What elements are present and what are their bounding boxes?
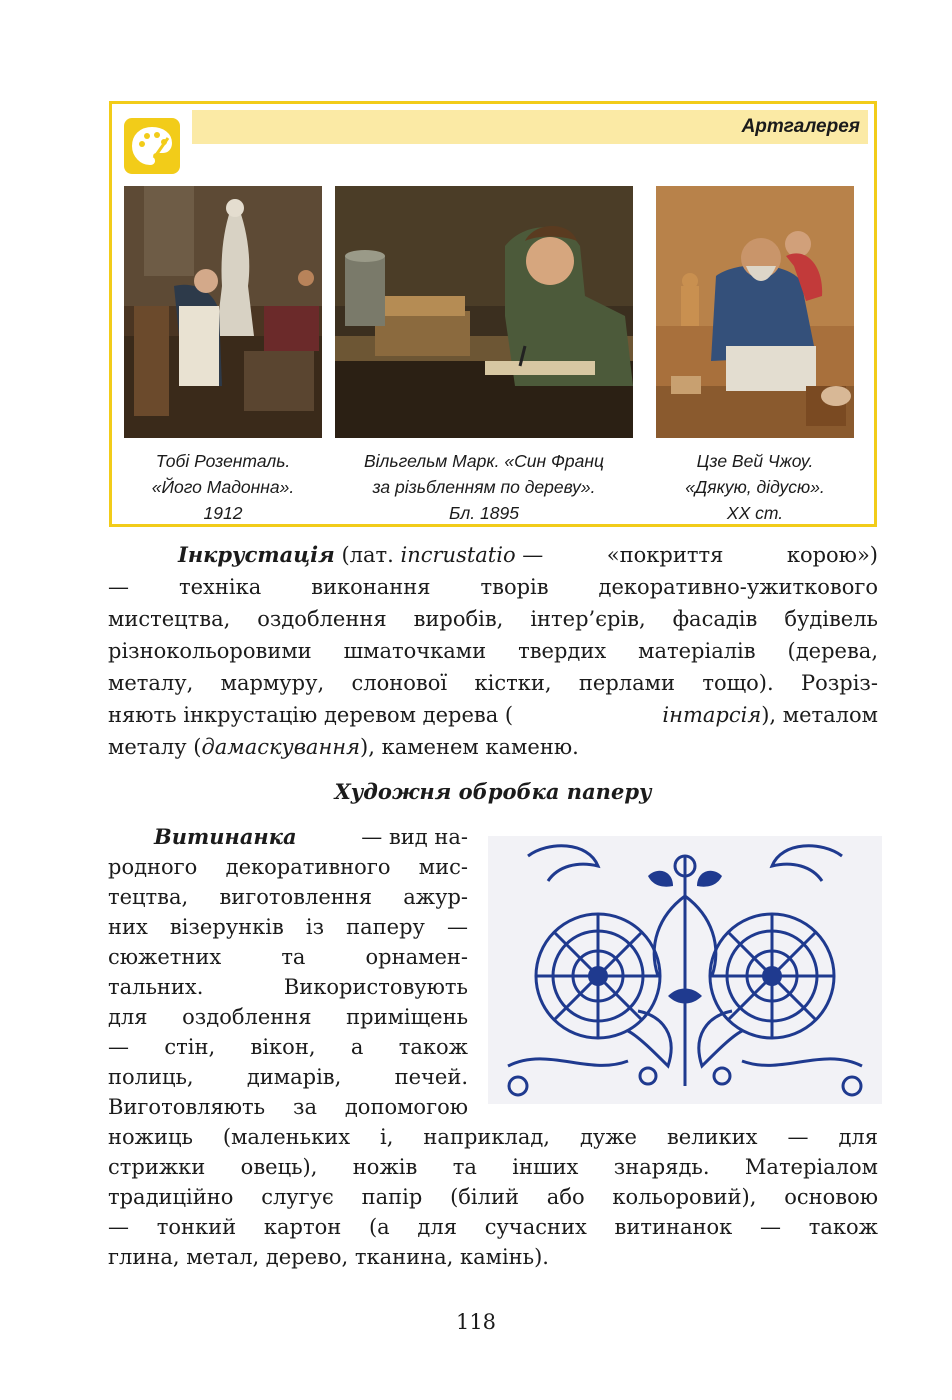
paragraph-line: них візерунків із паперу — xyxy=(108,915,468,939)
paragraph-line: родного декоративного мис- xyxy=(108,855,468,879)
caption-line: XX ст. xyxy=(726,503,784,523)
paragraph-line xyxy=(108,699,878,731)
term-inlay: Інкрустація xyxy=(178,542,335,567)
paragraph-vytynanka xyxy=(108,822,468,1122)
latin-term: incrustatio xyxy=(400,543,516,567)
paragraph-line: — стін, вікон, а також xyxy=(108,1035,468,1059)
paragraph-line: — тонкий картон (а для сучасних витинанок — також xyxy=(108,1215,878,1239)
paragraph-line: металу, мармуру, слонової кістки, перлами тощо). Розріз- xyxy=(108,671,878,695)
vytynanka-image xyxy=(488,836,882,1104)
text-fragment: металу ( xyxy=(108,735,202,759)
paragraph-line: стрижки овець), ножів та інших знарядь. Матеріалом xyxy=(108,1155,878,1179)
palette-icon xyxy=(124,118,180,174)
caption-line: Бл. 1895 xyxy=(449,503,519,523)
term-vytynanka: Витинанка xyxy=(154,824,297,849)
paragraph-vytynanka-continued xyxy=(108,1122,878,1272)
text-fragment: «покриття xyxy=(606,543,724,567)
text-fragment: ), металом xyxy=(761,703,878,727)
paragraph-line: різнокольоровими шматочками твердих матеріалів (дерева, xyxy=(108,639,878,663)
paragraph-line: тальних. Використовують xyxy=(108,975,468,999)
caption-line: Вільгельм Марк. «Син Франц xyxy=(364,451,604,471)
painting-zhou xyxy=(656,186,854,438)
painting-rosenthal xyxy=(124,186,322,438)
text-fragment: корою») xyxy=(786,543,878,567)
text-fragment: — вид на- xyxy=(361,825,468,849)
caption-line: «Його Мадонна». xyxy=(151,477,295,497)
term-intarsia: інтарсія xyxy=(662,703,762,727)
paragraph-line xyxy=(108,731,878,763)
caption-painting-3 xyxy=(656,448,854,526)
painting-mark xyxy=(335,186,633,438)
paragraph-inlay xyxy=(108,539,878,763)
paragraph-line: полиць, димарів, печей. xyxy=(108,1065,468,1089)
text-fragment: ), каменем каменю. xyxy=(360,735,579,759)
page-number: 118 xyxy=(455,1310,497,1334)
paragraph-line: — техніка виконання творів декоративно-ужиткового xyxy=(108,575,878,599)
paragraph-line: мистецтва, оздоблення виробів, інтер’єрів, фасадів будівель xyxy=(108,607,878,631)
caption-painting-1 xyxy=(124,448,322,526)
paragraph-line: глина, метал, дерево, тканина, камінь). xyxy=(108,1245,549,1269)
paragraph-line: ножиць (маленьких і, наприклад, дуже великих — для xyxy=(108,1125,878,1149)
paragraph-line xyxy=(108,822,468,852)
text-fragment: няють інкрустацію деревом дерева ( xyxy=(108,703,514,727)
caption-painting-2 xyxy=(335,448,633,526)
gallery-title: Артгалерея xyxy=(741,116,860,137)
caption-line: «Дякую, дідусю». xyxy=(685,477,825,497)
caption-line: Цзе Вей Чжоу. xyxy=(696,451,814,471)
paragraph-line xyxy=(108,539,878,571)
caption-line: за різьбленням по дереву». xyxy=(372,477,596,497)
paragraph-line: Виготовляють за допомогою xyxy=(108,1095,468,1119)
term-damascening: дамаскування xyxy=(201,735,361,759)
text-fragment: — xyxy=(522,543,544,567)
section-heading: Художня обробка паперу xyxy=(334,779,652,804)
paragraph-line: традиційно слугує папір (білий або кольоровий), основою xyxy=(108,1185,878,1209)
paragraph-line: для оздоблення приміщень xyxy=(108,1005,468,1029)
caption-line: 1912 xyxy=(203,503,243,523)
text-fragment: (лат. xyxy=(341,543,394,567)
art-gallery-box xyxy=(109,101,877,527)
caption-line: Тобі Розенталь. xyxy=(155,451,291,471)
paragraph-line: сюжетних та орнамен- xyxy=(108,945,468,969)
paragraph-line: тецтва, виготовлення ажур- xyxy=(108,885,468,909)
